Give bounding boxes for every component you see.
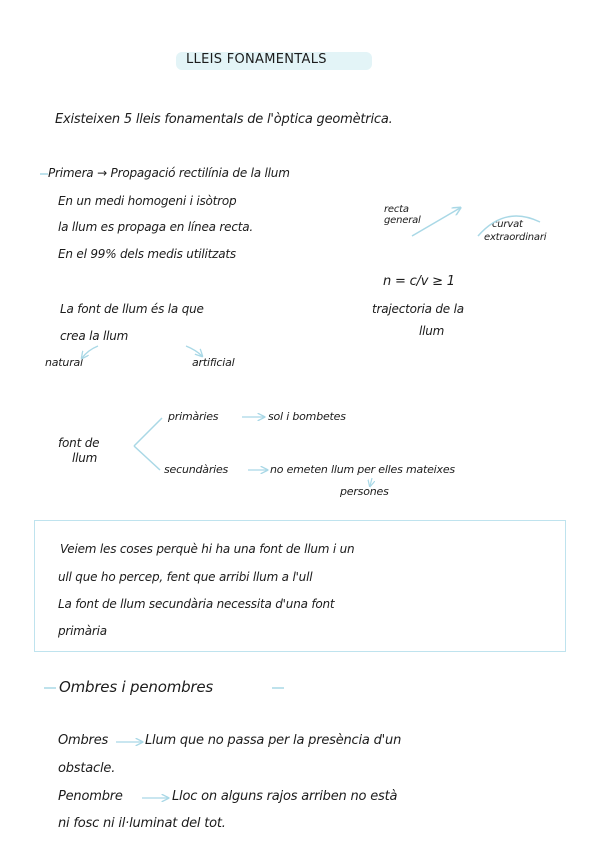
first-law-heading: Primera → Propagació rectilínia de la llum	[48, 166, 290, 180]
penombra-def-2: ni fosc ni il·luminat del tot.	[58, 816, 226, 831]
curvat-label: curvat	[492, 219, 523, 230]
penombra-term: Penombre	[58, 789, 123, 804]
tree-root-line-1: font de	[58, 436, 100, 450]
ombra-def-1: Llum que no passa per la presència d'un	[145, 733, 402, 748]
trajectory-line-2: llum	[419, 324, 445, 338]
curved-ray	[478, 216, 540, 236]
note-line-4: primària	[58, 624, 107, 638]
first-law-line-2: la llum es propaga en línea recta.	[58, 220, 253, 234]
artificial-label: artificial	[192, 356, 235, 369]
primary-label: primàries	[168, 410, 219, 423]
ombra-def-2: obstacle.	[58, 761, 116, 776]
recta-general-label: recta general	[384, 204, 421, 226]
first-law-line-3: En el 99% dels medis utilitzats	[58, 247, 236, 261]
straight-ray-arrow	[412, 208, 460, 236]
artificial-arrow	[186, 346, 202, 356]
shadows-heading: Ombres i penombres	[59, 678, 214, 696]
tree-root-line-2: llum	[72, 451, 98, 465]
extraordinari-label: extraordinari	[484, 232, 547, 243]
penombra-def-1: Lloc on alguns rajos arriben no està	[172, 789, 398, 804]
first-law-line-1: En un medi homogeni i isòtrop	[58, 194, 237, 208]
primary-example: sol i bombetes	[268, 410, 346, 423]
secondary-example: no emeten llum per elles mateixes	[270, 463, 455, 476]
page-title: LLEIS FONAMENTALS	[186, 52, 327, 67]
intro-text: Existeixen 5 lleis fonamentals de l'òptica geomètrica.	[55, 112, 393, 127]
note-line-1: Veiem les coses perquè hi ha una font de llum i un	[60, 542, 355, 556]
light-source-line-2: crea la llum	[60, 329, 129, 343]
note-line-2: ull que ho percep, fent que arribi llum a l'ull	[58, 570, 313, 584]
branch-secondary	[134, 446, 160, 470]
branch-primary	[134, 418, 162, 446]
persones-arrow	[370, 478, 372, 486]
natural-arrow	[82, 346, 98, 358]
refractive-index-formula: n = c/v ≥ 1	[383, 274, 455, 289]
ombra-term: Ombres	[58, 733, 109, 748]
natural-label: natural	[45, 356, 83, 369]
trajectory-line-1: trajectoria de la	[372, 302, 464, 316]
note-line-3: La font de llum secundària necessita d'una font	[58, 597, 335, 611]
light-source-line-1: La font de llum és la que	[60, 302, 204, 316]
secondary-label: secundàries	[164, 463, 229, 476]
secondary-example-2: persones	[340, 485, 389, 498]
